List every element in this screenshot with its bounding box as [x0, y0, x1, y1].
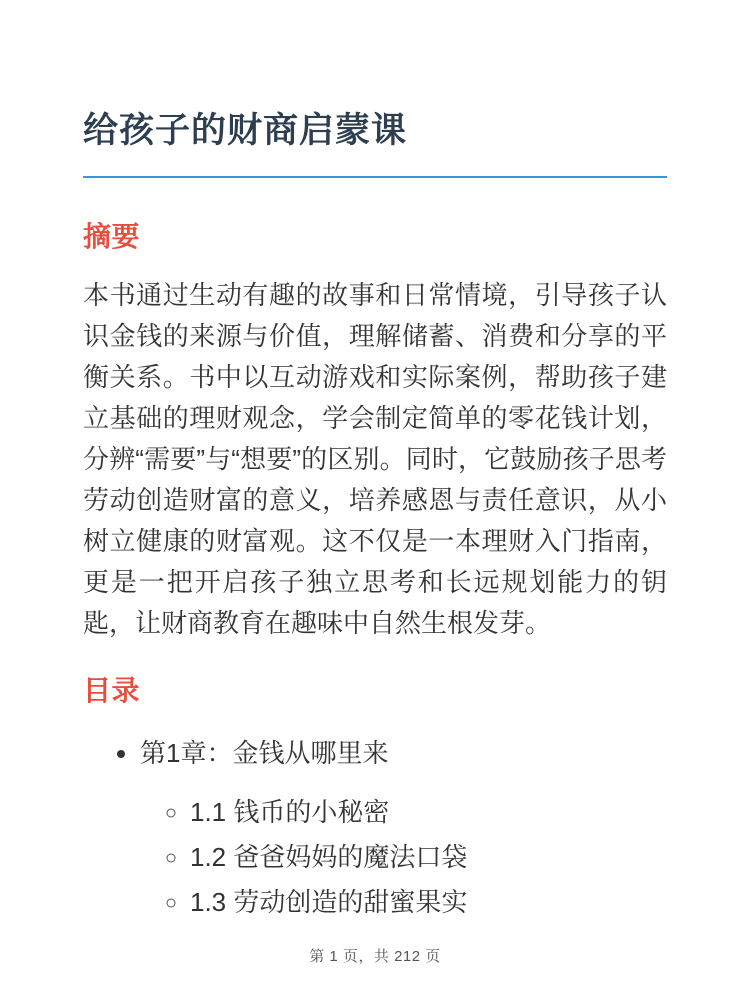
abstract-paragraph: 本书通过生动有趣的故事和日常情境，引导孩子认识金钱的来源与价值，理解储蓄、消费和分享的平衡关系。书中以互动游戏和实际案例，帮助孩子建立基础的理财观念，学会制定简单的零花钱计划，分辨“需要”与“想要”的区别。同时，它鼓励孩子思考劳动创造财富的意义，培养感恩与责任意识，从小树立健康的财富观。这不仅是一本理财入门指南，更是一把开启孩子独立思考和长远规划能力的钥匙，让财商教育在趣味中自然生根发芽。: [83, 279, 667, 638]
page-title: 给孩子的财商启蒙课: [83, 111, 408, 150]
abstract-heading: 摘要: [83, 221, 141, 252]
toc-chapter-label: 第1章：金钱从哪里来: [140, 738, 389, 769]
toc-section-item: [190, 790, 667, 835]
toc-section-label: 1.3 劳动创造的甜蜜果实: [190, 887, 468, 918]
toc-section-label: 1.1 钱币的小秘密: [190, 797, 390, 828]
page-number: 第 1 页，共 212 页: [309, 948, 441, 965]
toc-list: [83, 733, 667, 925]
toc-section-label: 1.2 爸爸妈妈的魔法口袋: [190, 842, 468, 873]
toc-section-item: [190, 835, 667, 880]
toc-heading: 目录: [83, 674, 141, 706]
toc-chapter-item: [140, 733, 667, 925]
title-divider: [83, 176, 667, 178]
toc-section-item: [190, 880, 667, 925]
toc-section-list: [140, 790, 667, 925]
